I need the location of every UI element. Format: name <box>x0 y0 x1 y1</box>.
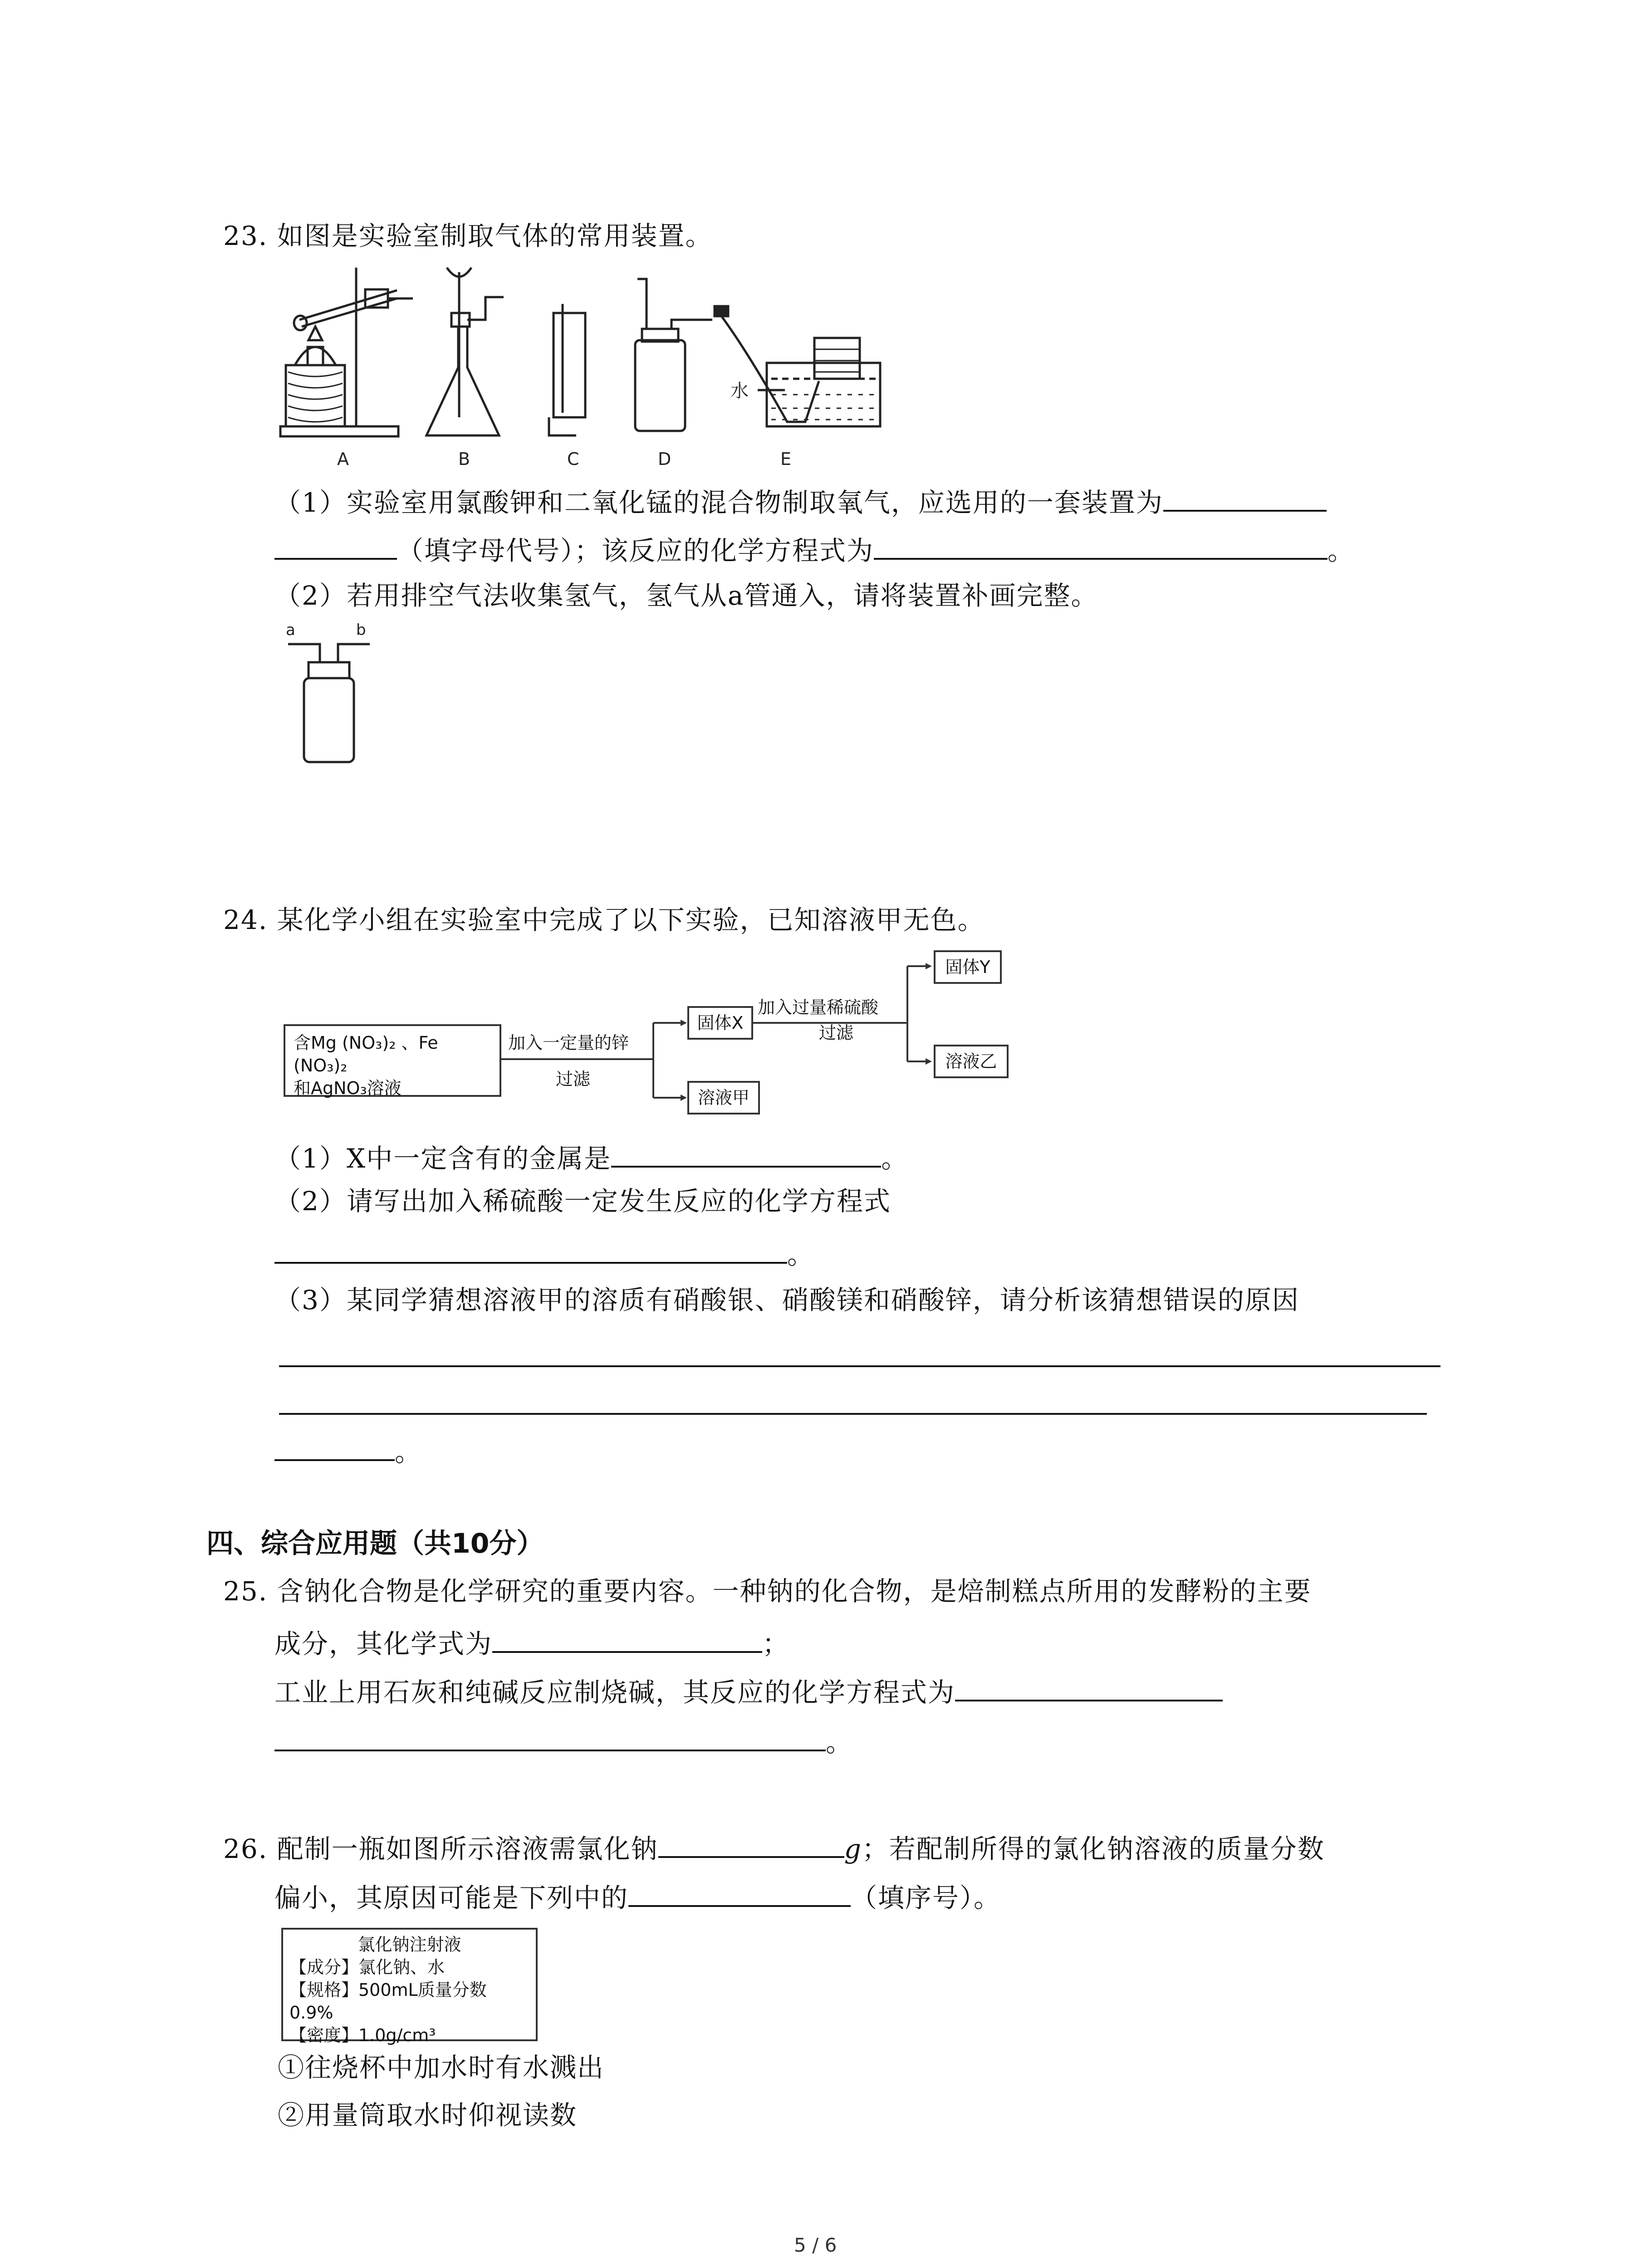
page-number: 5 / 6 <box>794 2234 837 2256</box>
q23-apparatus-figure <box>277 263 880 472</box>
answer-blank-formula[interactable] <box>492 1623 762 1653</box>
answer-blank-mass[interactable] <box>658 1828 844 1858</box>
q24-p2-line: 。 <box>274 1234 814 1272</box>
apparatus-e-trough <box>715 306 880 426</box>
flow-solid-y: 固体Y <box>934 950 1002 984</box>
flow-step2-top: 加入过量稀硫酸 <box>758 997 879 1017</box>
answer-blank-equation[interactable] <box>874 530 1327 560</box>
flow-solution-yi: 溶液乙 <box>934 1045 1009 1078</box>
flow-start-line2: 和AgNO₃溶液 <box>294 1078 402 1098</box>
answer-line-reason-2[interactable] <box>279 1413 1427 1415</box>
q25-line4: 。 <box>274 1721 853 1760</box>
q24-p3-line3: 。 <box>274 1431 422 1469</box>
answer-blank-apparatus[interactable] <box>1163 482 1327 512</box>
q23-p1-line1: （1）实验室用氯酸钾和二氧化锰的混合物制取氧气，应选用的一套装置为 <box>274 482 1327 520</box>
flow-start-line1: 含Mg (NO₃)₂ 、Fe (NO₃)₂ <box>294 1033 438 1075</box>
bottle-label-b: b <box>356 621 366 639</box>
gas-bottle-figure <box>279 621 379 767</box>
q26-option-1: ①往烧杯中加水时有水溅出 <box>278 2052 605 2083</box>
answer-blank-equation-2[interactable] <box>274 1234 787 1264</box>
answer-blank-reason-3[interactable] <box>274 1431 395 1461</box>
saline-label-row1: 【成分】氯化钠、水 <box>289 1957 445 1977</box>
q23-p2: （2）若用排空气法收集氢气，氢气从a管通入，请将装置补画完整。 <box>274 580 1098 611</box>
flow-step2-bottom: 过滤 <box>819 1023 854 1043</box>
bottle-label-a: a <box>286 621 295 639</box>
apparatus-c <box>549 304 585 435</box>
answer-blank-equation-3-cont[interactable] <box>274 1721 826 1751</box>
answer-blank-equation-3[interactable] <box>955 1672 1223 1701</box>
water-label: 水 <box>730 381 749 401</box>
apparatus-d-bottle <box>635 279 712 431</box>
q25-line2: 成分，其化学式为 ； <box>274 1623 789 1661</box>
q26-option-2: ②用量筒取水时仰视读数 <box>278 2100 578 2131</box>
q26-line2: 偏小，其原因可能是下列中的 （填序号）。 <box>274 1877 1001 1915</box>
flow-solution-jia: 溶液甲 <box>687 1081 760 1114</box>
q23-stem: 23. 如图是实验室制取气体的常用装置。 <box>223 220 713 251</box>
saline-label-box <box>281 1928 538 2045</box>
q25-line1: 25. 含钠化合物是化学研究的重要内容。一种钠的化合物，是焙制糕点所用的发酵粉的主要 <box>223 1576 1312 1607</box>
answer-blank-metal[interactable] <box>611 1138 881 1168</box>
section-4-title: 四、综合应用题（共10分） <box>206 1528 544 1559</box>
flow-start-box <box>284 1024 501 1097</box>
apparatus-a-stand <box>280 268 413 436</box>
q24-p1: （1）X中一定含有的金属是 。 <box>274 1138 908 1176</box>
q24-stem: 24. 某化学小组在实验室中完成了以下实验，已知溶液甲无色。 <box>223 904 985 935</box>
label-c: C <box>567 449 579 469</box>
flow-solid-x: 固体X <box>687 1006 753 1040</box>
q23-p1-line2: （填字母代号）；该反应的化学方程式为 。 <box>274 530 1355 568</box>
saline-label-title: 氯化钠注射液 <box>358 1935 461 1955</box>
saline-label-row2: 【规格】500mL质量分数0.9% <box>289 1980 487 2023</box>
label-d: D <box>658 449 671 469</box>
q24-p2: （2）请写出加入稀硫酸一定发生反应的化学方程式 <box>274 1186 891 1217</box>
apparatus-b-flask <box>426 268 504 435</box>
label-b: B <box>458 449 470 469</box>
answer-blank-option[interactable] <box>628 1877 851 1907</box>
q24-p3: （3）某同学猜想溶液甲的溶质有硝酸银、硝酸镁和硝酸锌，请分析该猜想错误的原因 <box>274 1285 1299 1315</box>
q25-line3: 工业上用石灰和纯碱反应制烧碱，其反应的化学方程式为 <box>274 1672 1223 1710</box>
answer-line-reason-1[interactable] <box>279 1365 1440 1367</box>
flow-step1-bottom: 过滤 <box>556 1069 591 1089</box>
label-a: A <box>337 449 349 469</box>
q26-line1: 26. 配制一瓶如图所示溶液需氯化钠 g；若配制所得的氯化钠溶液的质量分数 <box>223 1828 1325 1866</box>
saline-label-row3: 【密度】1.0g/cm³ <box>289 2025 436 2045</box>
answer-blank-apparatus-cont[interactable] <box>274 530 397 560</box>
label-e: E <box>780 449 792 469</box>
flow-step1-top: 加入一定量的锌 <box>508 1033 629 1053</box>
